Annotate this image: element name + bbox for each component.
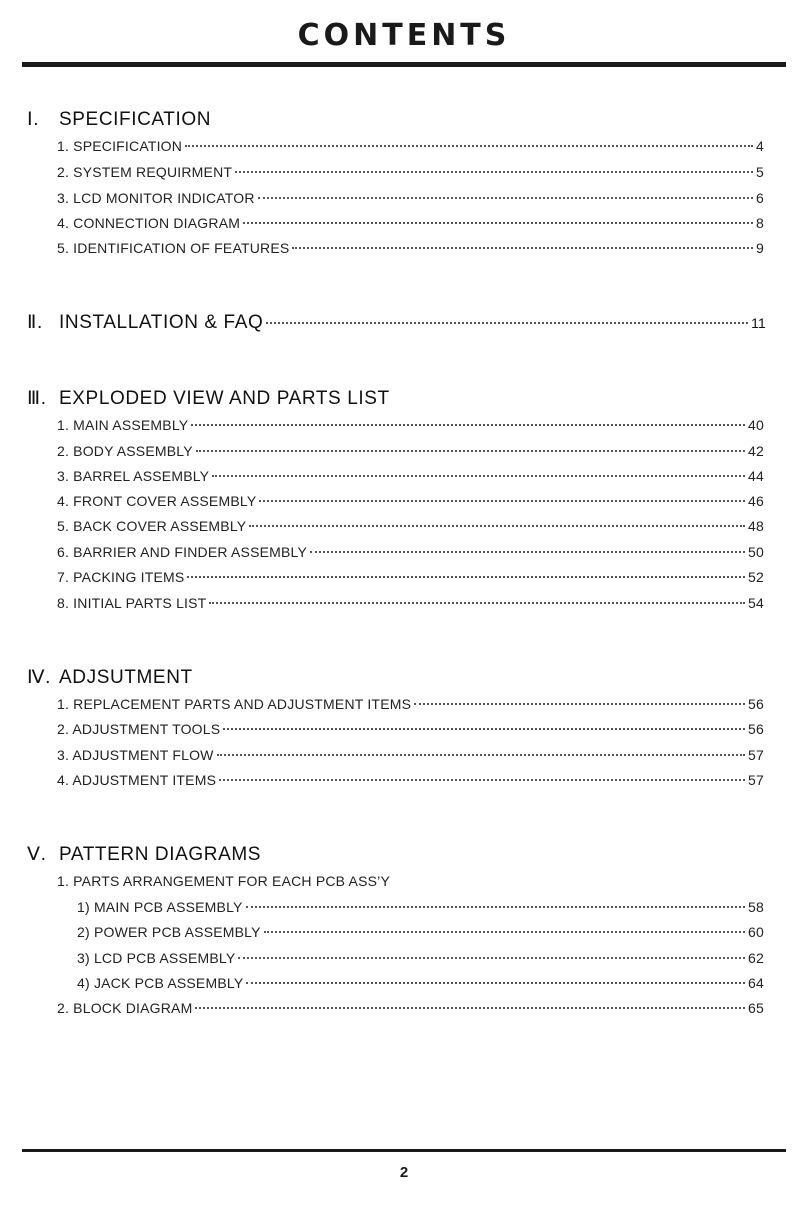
dot-leader — [219, 779, 745, 781]
toc-entry[interactable] — [57, 771, 764, 789]
toc-entry-page: 5 — [756, 164, 764, 180]
toc-entry-label: 6. BARRIER AND FINDER ASSEMBLY — [57, 544, 308, 560]
toc-entry[interactable] — [57, 416, 764, 434]
dot-leader — [235, 171, 753, 173]
toc-entry[interactable] — [57, 137, 764, 155]
dot-leader — [243, 222, 753, 224]
toc-entry[interactable] — [57, 695, 764, 713]
dot-leader — [414, 703, 745, 705]
toc-entry-page: 4 — [756, 138, 764, 154]
section-3-title: EXPLODED VIEW AND PARTS LIST — [59, 388, 390, 409]
dot-leader — [264, 931, 745, 933]
toc-entry[interactable] — [57, 492, 764, 510]
dot-leader — [217, 754, 745, 756]
toc-entry[interactable] — [57, 442, 764, 460]
section-4-title: ADJSUTMENT — [59, 667, 193, 688]
toc-entry-page: 8 — [756, 215, 764, 231]
toc-entry-label: 8. INITIAL PARTS LIST — [57, 595, 207, 611]
toc-entry-page: 56 — [748, 696, 764, 712]
toc-entry[interactable] — [57, 720, 764, 738]
section-2-heading[interactable] — [27, 312, 766, 334]
toc-entry-page: 9 — [756, 240, 764, 256]
toc-entry[interactable] — [57, 568, 764, 586]
section-3-heading[interactable] — [27, 388, 390, 410]
dot-leader — [246, 906, 745, 908]
toc-entry-label: 4) JACK PCB ASSEMBLY — [77, 975, 244, 991]
dot-leader — [259, 500, 745, 502]
section-3-numeral: Ⅲ. — [27, 388, 47, 409]
section-4-numeral: Ⅳ. — [27, 667, 52, 688]
toc-entry-page: 54 — [748, 595, 764, 611]
toc-entry[interactable] — [57, 189, 764, 207]
section-2-title: INSTALLATION & FAQ — [59, 312, 264, 333]
dot-leader — [209, 602, 745, 604]
toc-entry-label: 3. LCD MONITOR INDICATOR — [57, 190, 255, 206]
section-1-title: SPECIFICATION — [59, 109, 212, 130]
toc-entry-label: 2. SYSTEM REQUIRMENT — [57, 164, 233, 180]
toc-entry[interactable] — [57, 467, 764, 485]
dot-leader — [212, 475, 745, 477]
section-5-title: PATTERN DIAGRAMS — [59, 844, 262, 865]
toc-entry-page: 64 — [748, 975, 764, 991]
toc-entry-label: 2. ADJUSTMENT TOOLS — [57, 721, 221, 737]
toc-entry[interactable] — [57, 543, 764, 561]
dot-leader — [223, 728, 745, 730]
toc-entry[interactable] — [57, 163, 764, 181]
dot-leader — [191, 424, 745, 426]
toc-entry-page: 60 — [748, 924, 764, 940]
toc-entry-label: 1. REPLACEMENT PARTS AND ADJUSTMENT ITEMS — [57, 696, 412, 712]
toc-entry-page: 65 — [748, 1000, 764, 1016]
dot-leader — [196, 450, 745, 452]
dot-leader — [249, 525, 745, 527]
dot-leader — [238, 957, 745, 959]
dot-leader — [195, 1007, 745, 1009]
toc-subentry[interactable] — [77, 898, 764, 916]
section-2-numeral: Ⅱ. — [27, 312, 43, 333]
toc-entry-page: 42 — [748, 443, 764, 459]
toc-entry-label: 2. BLOCK DIAGRAM — [57, 1000, 193, 1016]
toc-entry-label: 4. FRONT COVER ASSEMBLY — [57, 493, 257, 509]
toc-entry-page: 58 — [748, 899, 764, 915]
toc-entry-label: 3. ADJUSTMENT FLOW — [57, 747, 214, 763]
toc-entry-page: 6 — [756, 190, 764, 206]
toc-entry-label: 3. BARREL ASSEMBLY — [57, 468, 210, 484]
toc-entry[interactable] — [57, 517, 764, 535]
toc-entry-label: 1. SPECIFICATION — [57, 138, 183, 154]
toc-subentry[interactable] — [77, 974, 764, 992]
dot-leader — [310, 551, 745, 553]
toc-entry-label: 1) MAIN PCB ASSEMBLY — [77, 899, 243, 915]
dot-leader — [185, 145, 753, 147]
toc-subentry[interactable] — [77, 949, 764, 967]
toc-entry-page: 50 — [748, 544, 764, 560]
bottom-divider — [22, 1149, 786, 1152]
toc-entry[interactable] — [57, 746, 764, 764]
section-2-page: 11 — [751, 315, 766, 331]
toc-entry-page: 44 — [748, 468, 764, 484]
toc-entry[interactable] — [57, 214, 764, 232]
page-title: CONTENTS — [297, 18, 511, 53]
toc-entry-page: 57 — [748, 747, 764, 763]
toc-subentry[interactable] — [77, 923, 764, 941]
toc-entry[interactable] — [57, 239, 764, 257]
section-5-numeral: Ⅴ. — [27, 844, 47, 865]
toc-entry-label: 4. CONNECTION DIAGRAM — [57, 215, 241, 231]
toc-entry-page: 40 — [748, 417, 764, 433]
toc-entry-label: 4. ADJUSTMENT ITEMS — [57, 772, 217, 788]
toc-entry-page: 48 — [748, 518, 764, 534]
section-4-heading[interactable] — [27, 667, 193, 689]
section-1-heading[interactable] — [27, 109, 211, 131]
toc-entry-label: 5. BACK COVER ASSEMBLY — [57, 518, 247, 534]
toc-entry-page: 62 — [748, 950, 764, 966]
dot-leader — [258, 197, 753, 199]
dot-leader — [187, 576, 745, 578]
section-1-numeral: Ⅰ. — [27, 109, 40, 130]
toc-entry-label: 5. IDENTIFICATION OF FEATURES — [57, 240, 290, 256]
dot-leader — [246, 982, 745, 984]
toc-entry-label: 2) POWER PCB ASSEMBLY — [77, 924, 261, 940]
toc-entry-label: 2. BODY ASSEMBLY — [57, 443, 193, 459]
toc-entry-label: 7. PACKING ITEMS — [57, 569, 185, 585]
toc-entry[interactable] — [57, 594, 764, 612]
page-number: 2 — [399, 1164, 409, 1181]
toc-entry-page: 52 — [748, 569, 764, 585]
top-divider — [22, 62, 786, 67]
toc-entry-label: 3) LCD PCB ASSEMBLY — [77, 950, 236, 966]
toc-entry-page: 46 — [748, 493, 764, 509]
dot-leader — [292, 247, 753, 249]
toc-entry-page: 57 — [748, 772, 764, 788]
toc-entry-label: 1. MAIN ASSEMBLY — [57, 417, 189, 433]
dot-leader — [266, 322, 748, 324]
section-5-heading[interactable] — [27, 844, 261, 866]
toc-subheading[interactable]: 1. PARTS ARRANGEMENT FOR EACH PCB ASS’Y — [57, 873, 390, 889]
toc-entry-page: 56 — [748, 721, 764, 737]
toc-entry[interactable] — [57, 999, 764, 1017]
